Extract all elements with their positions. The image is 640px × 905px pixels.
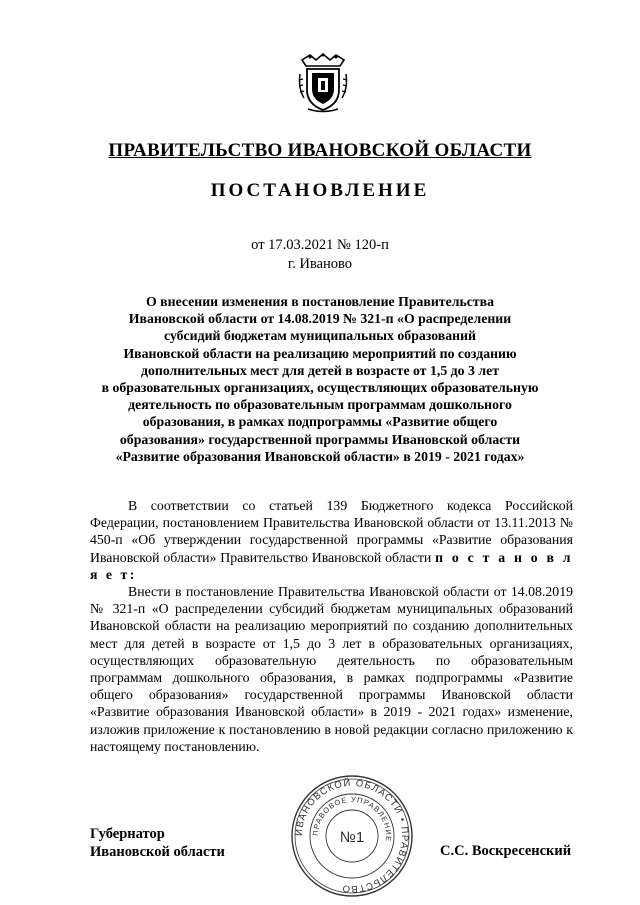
resolves-word: п о с т а н о в л я е т:: [90, 549, 573, 582]
seal-outer-text: ИВАНОВСКОЙ ОБЛАСТИ • ПРАВИТЕЛЬСТВО: [293, 777, 411, 895]
title-line: субсидий бюджетам муниципальных образований: [164, 328, 476, 344]
title-line: в образовательных организациях, осуществляющих образовательную: [101, 380, 539, 396]
document-body: [90, 497, 573, 755]
government-name: ПРАВИТЕЛЬСТВО ИВАНОВСКОЙ ОБЛАСТИ: [108, 140, 532, 161]
title-line: «Развитие образования Ивановской области» в 2019 - 2021 годах»: [115, 448, 525, 464]
document-title: [80, 293, 560, 465]
title-line: образования» государственной программы Ивановской области: [119, 431, 521, 447]
title-line: дополнительных мест для детей в возрасте от 1,5 до 3 лет: [141, 362, 499, 378]
title-line: деятельность по образовательным программам дошкольного: [128, 397, 512, 413]
document-city: г. Иваново: [287, 256, 353, 272]
document-date-number: от 17.03.2021 № 120-п: [251, 237, 389, 253]
signatory-position: [90, 825, 225, 861]
title-line: Ивановской области на реализацию мероприятий по созданию: [123, 345, 517, 361]
seal-inner-text: ПРАВОВОЕ УПРАВЛЕНИЕ: [310, 794, 394, 843]
seal-number: №1: [339, 829, 365, 846]
title-line: Ивановской области от 14.08.2019 № 321-п «О распределении: [128, 311, 512, 327]
preamble-text: В соответствии со статьей 139 Бюджетного кодекса Российской Федерации, постановлением Правительства Ивановской области от 13.11.2013 № 450-п «Об утверждении государственной программы «Развитие образования Ивановской области» Правительство Ивановской области: [90, 498, 573, 565]
official-seal-stamp: [285, 773, 419, 899]
signatory-position-line1: Губернатор: [90, 826, 165, 842]
coat-of-arms-icon: [296, 52, 350, 114]
body-paragraph-preamble: [90, 497, 573, 583]
body-paragraph-resolution: Внести в постановление Правительства Ивановской области от 14.08.2019 № 321-п «О распределении субсидий бюджетам муниципальных образований Ивановской области на реализацию мероприятий по созданию дополнительных мест для детей в возрасте от 1,5 до 3 лет в образовательных организациях, осуществляющих образовательную деятельность по образовательным программам дошкольного образования, в рамках подпрограммы «Развитие общего образования» государственной программы Ивановской области «Развитие образования Ивановской области» в 2019 - 2021 годах» изменение, изложив приложение к постановлению в новой редакции согласно приложению к настоящему постановлению.: [90, 584, 573, 754]
signatory-position-line2: Ивановской области: [90, 844, 225, 860]
signatory-name: С.С. Воскресенский: [440, 843, 572, 859]
document-type: ПОСТАНОВЛЕНИЕ: [210, 180, 430, 201]
title-line: образования, в рамках подпрограммы «Развитие общего: [142, 414, 498, 430]
title-line: О внесении изменения в постановление Правительства: [145, 294, 494, 309]
